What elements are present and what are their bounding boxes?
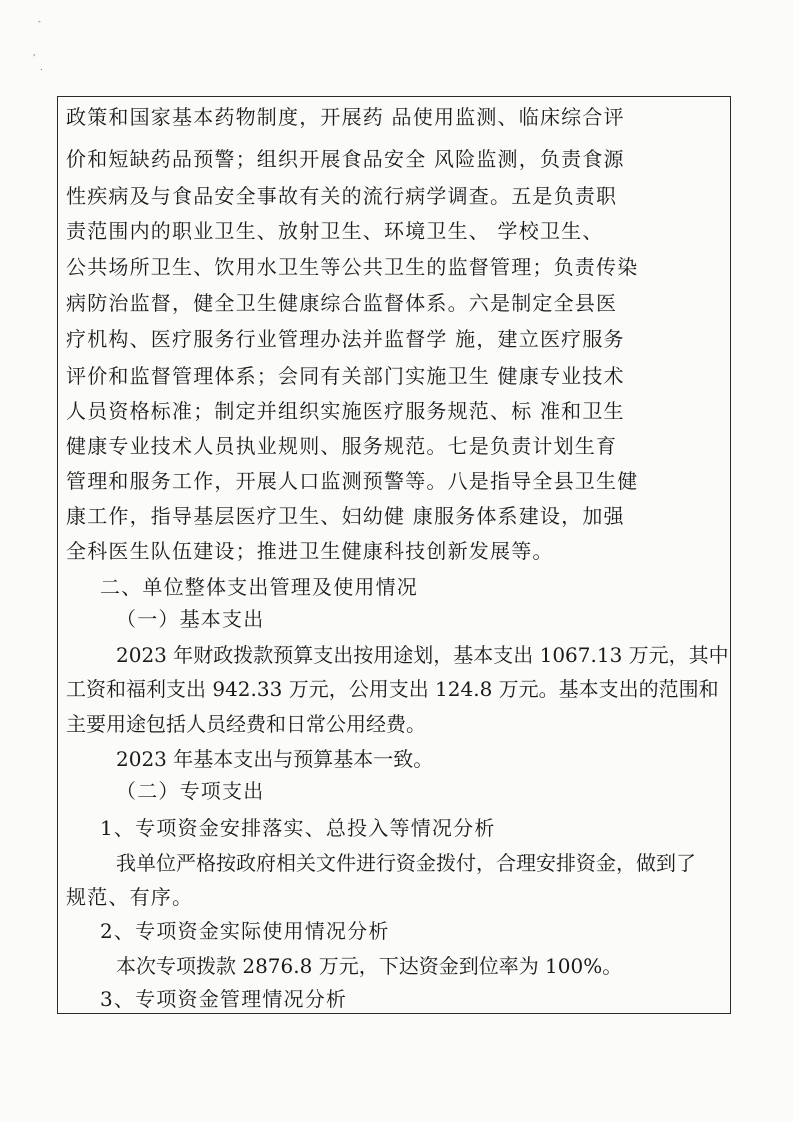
text-line: 公共场所卫生、饮用水卫生等公共卫生的监督管理；负责传染 [66,255,639,279]
text-line: 价和短缺药品预警；组织开展食品安全 风险监测，负责食源 [66,147,625,171]
text-line: 人员资格标准；制定并组织实施医疗服务规范、标 准和卫生 [66,399,625,423]
text-line: 工资和福利支出 942.33 万元，公用支出 124.8 万元。基本支出的范围和 [66,677,719,701]
text-line: 2023 年财政拨款预算支出按用途划，基本支出 1067.13 万元，其中 [116,643,729,667]
section-heading: 二、单位整体支出管理及使用情况 [100,575,418,599]
subsection-heading: （一）基本支出 [116,607,265,631]
text-line: 康工作，指导基层医疗卫生、妇幼健 康服务体系建设，加强 [66,504,625,528]
text-line: 评价和监督管理体系；会同有关部门实施卫生 健康专业技术 [66,364,625,388]
text-line: 本次专项拨款 2876.8 万元，下达资金到位率为 100%。 [116,954,623,978]
text-line: 主要用途包括人员经费和日常公用经费。 [66,712,426,736]
text-line: 病防治监督，健全卫生健康综合监督体系。六是制定全县医 [66,291,618,315]
text-line: 规范、有序。 [66,885,194,909]
text-line: 我单位严格按政府相关文件进行资金拨付，合理安排资金，做到了 [116,851,696,875]
item-heading: 2、专项资金实际使用情况分析 [100,919,390,943]
text-line: 2023 年基本支出与预算基本一致。 [116,747,434,771]
text-line: 管理和服务工作，开展人口监测预警等。八是指导全县卫生健 [66,469,639,493]
item-heading: 3、专项资金管理情况分析 [100,987,348,1011]
text-line: 政策和国家基本药物制度，开展药 品使用监测、临床综合评 [66,105,625,129]
text-line: 全科医生队伍建设；推进卫生健康科技创新发展等。 [66,539,554,563]
text-line: 责范围内的职业卫生、放射卫生、环境卫生、 学校卫生、 [66,219,604,243]
text-line: 健康专业技术人员执业规则、服务规范。七是负责计划生育 [66,434,618,458]
text-line: 疗机构、医疗服务行业管理办法并监督学 施，建立医疗服务 [66,327,625,351]
item-heading: 1、专项资金安排落实、总投入等情况分析 [100,816,496,840]
text-line: 性疾病及与食品安全事故有关的流行病学调查。五是负责职 [66,184,618,208]
subsection-heading: （二）专项支出 [116,779,265,803]
